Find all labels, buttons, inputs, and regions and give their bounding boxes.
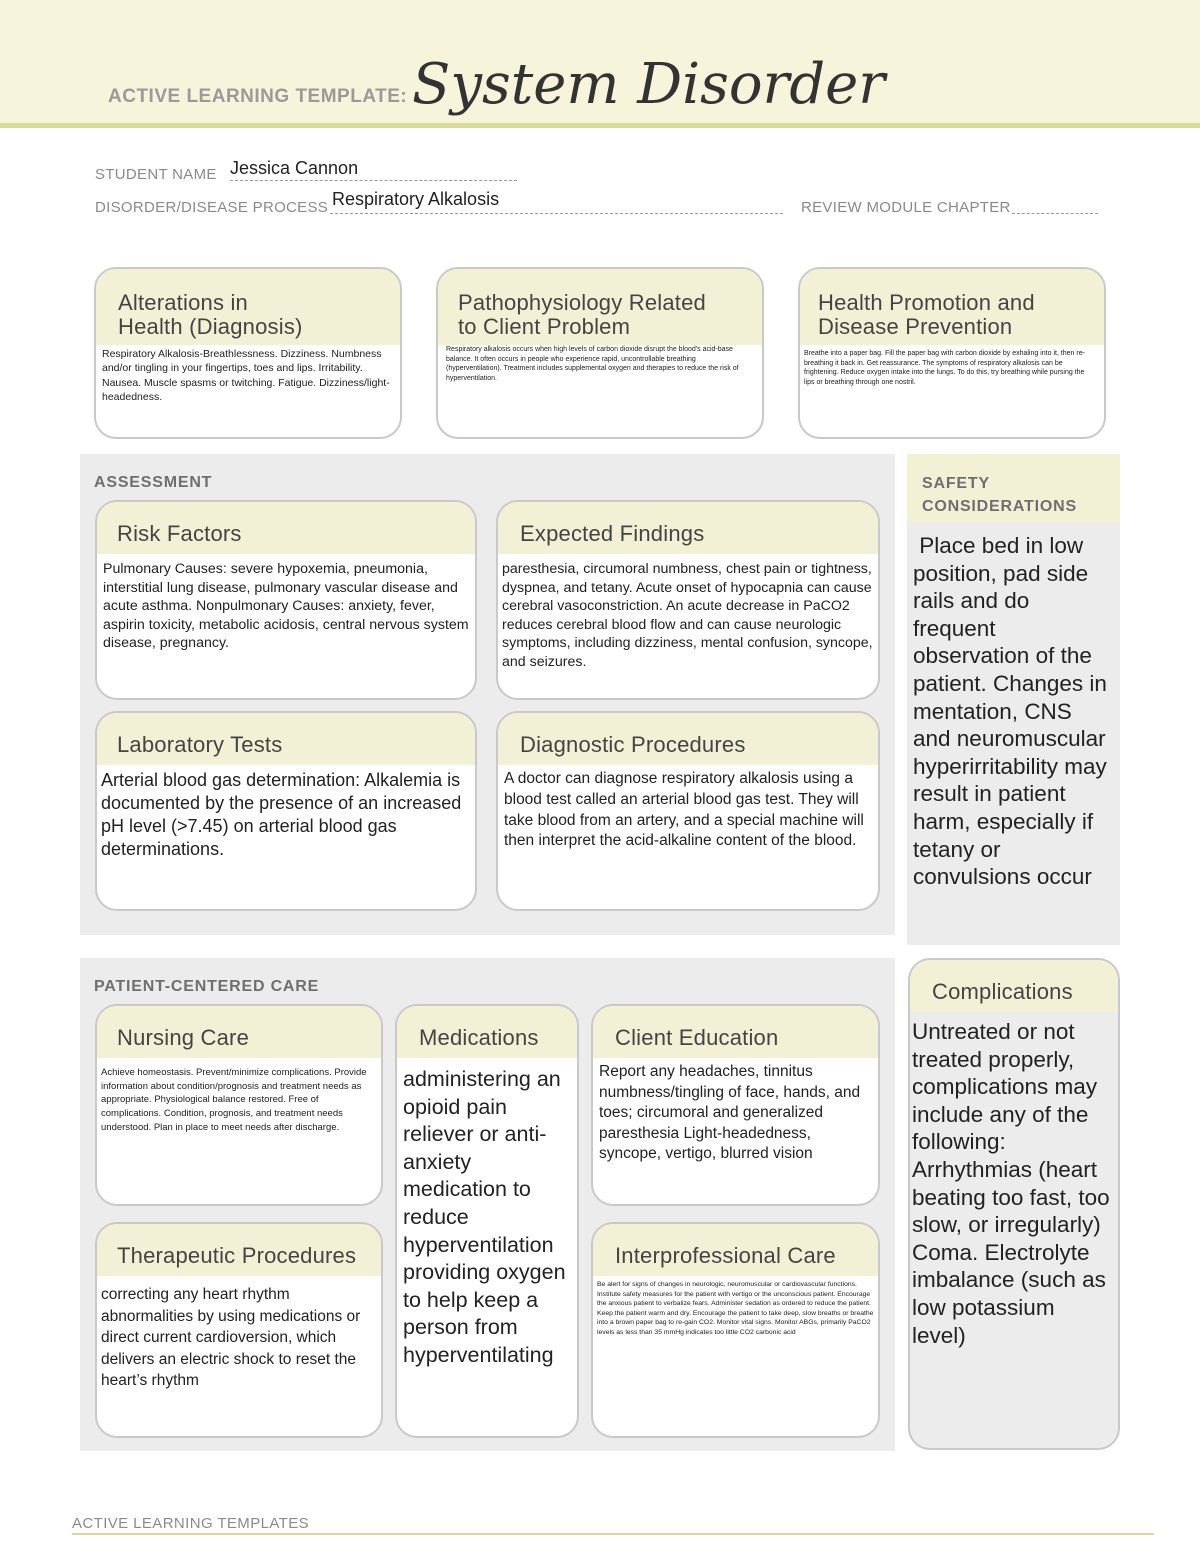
review-module-line[interactable]	[1012, 213, 1098, 214]
safety-title: SAFETY CONSIDERATIONS	[922, 475, 1077, 515]
diagnostic-procedures-box	[496, 711, 880, 911]
medications-body: administering an opioid pain reliever or anti-anxiety medication to reduce hyperventilation providing oxygen to help keep a person from hyperventilating	[403, 1067, 566, 1367]
expected-findings-body: paresthesia, circumoral numbness, chest pain or tightness, dyspnea, and tetany. Acute onset of hypocapnia can cause cerebral vasoconstriction. An acute decrease in PaCO2 reduces cerebral blood flow and can cause neurologic symptoms, including dizziness, mental confusion, syncope, and seizures.	[502, 561, 873, 670]
risk-factors-body: Pulmonary Causes: severe hypoxemia, pneumonia, interstitial lung disease, pulmonary vascular disease and acute asthma. Nonpulmonary Causes: anxiety, fever, aspirin toxicity, metabolic acidosis, central nervous system disease, pregnancy.	[103, 561, 469, 651]
disorder-value[interactable]: Respiratory Alkalosis	[332, 189, 500, 209]
nursing-care-body: Achieve homeostasis. Prevent/minimize complications. Provide information about condition/prognosis and treatment needs as appropriate. Physiological balance restored. Free of complications. Condition, prognosis, and treatment needs understood. Plan in place to meet needs after discharge.	[101, 1067, 367, 1133]
complications-box	[908, 958, 1120, 1450]
student-name-value[interactable]: Jessica Cannon	[230, 158, 359, 178]
health-promotion-title: Health Promotion and Disease Prevention	[818, 290, 1035, 339]
risk-factors-title: Risk Factors	[117, 521, 242, 546]
expected-findings-title: Expected Findings	[520, 521, 705, 546]
page-title: System Disorder	[412, 52, 886, 117]
alterations-title: Alterations in Health (Diagnosis)	[118, 290, 303, 339]
pathophysiology-title: Pathophysiology Related to Client Problem	[458, 290, 706, 339]
alterations-box	[94, 267, 402, 439]
safety-panel	[907, 454, 1120, 945]
interprofessional-care-box	[591, 1222, 880, 1438]
therapeutic-procedures-title: Therapeutic Procedures	[117, 1243, 357, 1268]
disorder-line	[330, 213, 783, 214]
pathophysiology-body: Respiratory alkalosis occurs when high levels of carbon dioxide disrupt the blood's acid-base balance. It often occurs in people who experience rapid, uncontrollable breathing (hyperventilation). Treatment includes supplemental oxygen and therapies to reduce the risk of hyperventilation.	[446, 346, 739, 382]
pathophysiology-box	[436, 267, 764, 439]
patient-centered-care-label: PATIENT-CENTERED CARE	[94, 978, 320, 995]
client-education-title: Client Education	[615, 1025, 779, 1050]
complications-title: Complications	[932, 979, 1073, 1004]
assessment-label: ASSESSMENT	[94, 474, 213, 491]
therapeutic-procedures-body: correcting any heart rhythm abnormalities by using medications or direct current cardioversion, which delivers an electric shock to reset the heart’s rhythm	[101, 1286, 361, 1390]
template-label: ACTIVE LEARNING TEMPLATE:	[108, 86, 408, 107]
disorder-label: DISORDER/DISEASE PROCESS	[95, 199, 329, 216]
laboratory-tests-body: Arterial blood gas determination: Alkalemia is documented by the presence of an increased pH level (>7.45) on arterial blood gas determinations.	[101, 770, 462, 859]
complications-body: Untreated or not treated properly, complications may include any of the following: Arrhythmias (heart beating too fast, too slow, or irregularly) Coma. Electrolyte imbalance (such as low potassium level)	[912, 1019, 1110, 1348]
nursing-care-box	[95, 1004, 383, 1206]
therapeutic-procedures-box	[95, 1222, 383, 1438]
diagnostic-procedures-body: A doctor can diagnose respiratory alkalosis using a blood test called an arterial blood gas test. They will take blood from an artery, and a special machine will then interpret the acid-alkaline content of the blood.	[504, 770, 864, 850]
interprofessional-care-body: Be alert for signs of changes in neurologic, neuromuscular or cardiovascular functions. Institute safety measures for the patient with vertigo or the unconscious patient. Encourage the anxious patient to verbalize fears. Administer sedation as ordered to reduce the patient. Keep the patient warm and dry. Encourage the patient to take deep, slow breaths or breathe into a brown paper bag to re-gain CO2. Monitor vital signs. Monitor ABGs, primarily PaCO2 levels as less than 35 mmHg indicates too little CO2 carbonic acid	[597, 1281, 874, 1336]
client-education-box	[591, 1004, 880, 1206]
safety-body: Place bed in low position, pad side rails and do frequent observation of the patient. Changes in mentation, CNS and neuromuscular hyperirritability may result in patient harm, especially if tetany or convulsions occur	[913, 533, 1114, 890]
expected-findings-box	[496, 500, 880, 700]
student-name-line	[230, 180, 517, 181]
diagnostic-procedures-title: Diagnostic Procedures	[520, 732, 746, 757]
health-promotion-body: Breathe into a paper bag. Fill the paper bag with carbon dioxide by exhaling into it, then re-breathing it back in. Get reassurance. The symptoms of respiratory alkalosis can be frightening. Reduce oxygen intake into the lungs. To do this, try breathing while pursing the lips or breathing through one nostril.	[804, 350, 1085, 386]
review-module-label: REVIEW MODULE CHAPTER	[801, 199, 1011, 216]
interprofessional-care-title: Interprofessional Care	[615, 1243, 836, 1268]
health-promotion-box	[798, 267, 1106, 439]
client-education-body: Report any headaches, tinnitus numbness/tingling of face, hands, and toes; circumoral and generalized paresthesia Light-headedness, syncope, vertigo, blurred vision	[599, 1063, 861, 1163]
laboratory-tests-box	[95, 711, 477, 911]
medications-title: Medications	[419, 1025, 539, 1050]
risk-factors-box	[95, 500, 477, 700]
student-name-label: STUDENT NAME	[95, 166, 217, 183]
medications-box	[395, 1004, 579, 1438]
footer-rule	[72, 1533, 1154, 1535]
alterations-body: Respiratory Alkalosis-Breathlessness. Dizziness. Numbness and/or tingling in your fingertips, toes and lips. Irritability. Nausea. Muscle spasms or twitching. Fatigue. Dizziness/light-headedness.	[102, 348, 390, 403]
footer-text: ACTIVE LEARNING TEMPLATES	[72, 1515, 309, 1532]
laboratory-tests-title: Laboratory Tests	[117, 732, 283, 757]
nursing-care-title: Nursing Care	[117, 1025, 250, 1050]
header-rule	[0, 123, 1200, 128]
